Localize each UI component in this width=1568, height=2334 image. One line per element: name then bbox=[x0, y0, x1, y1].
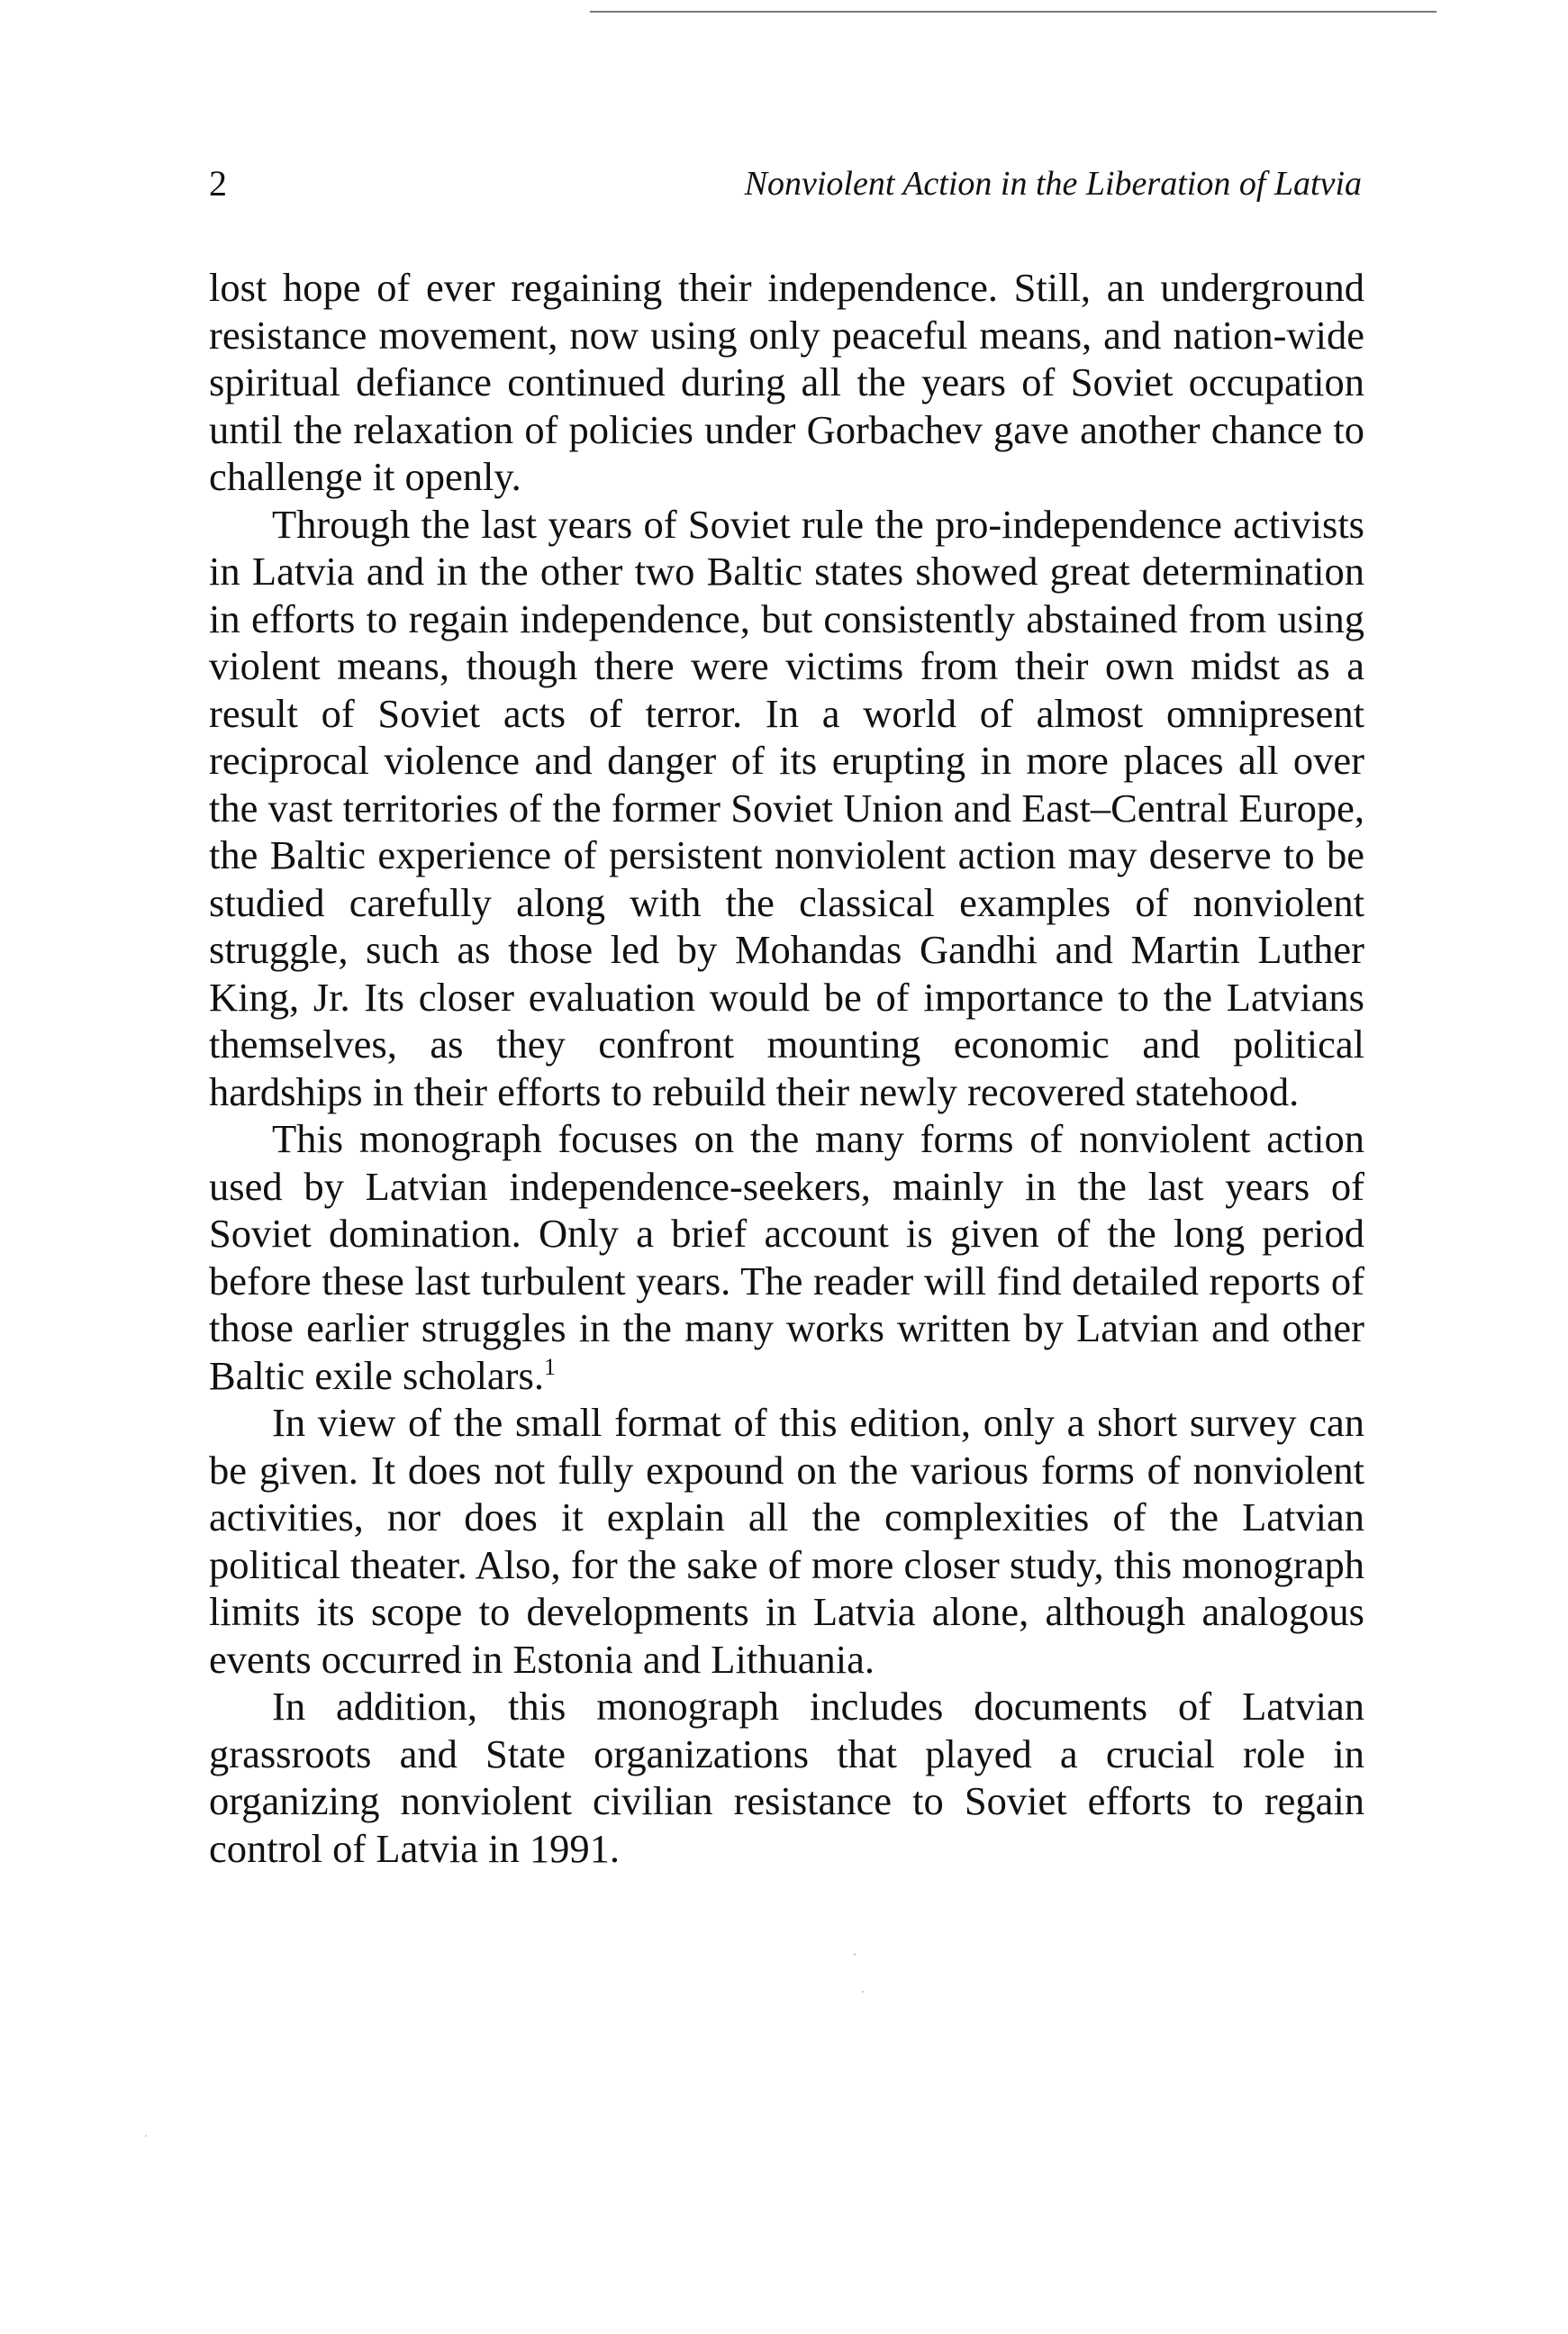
paragraph-2 bbox=[209, 501, 1364, 1116]
paragraph-text: This monograph focuses on the many forms of nonviolent action used by Latvian independence-seekers, mainly in the last years of Soviet domination. Only a brief account is given of the long period before these last turbulent years. The reader will find detailed reports of those earlier struggles in the many works written by Latvian and other Baltic exile scholars. bbox=[209, 1116, 1364, 1398]
running-head bbox=[209, 162, 1362, 216]
paragraph-text: lost hope of ever regaining their independence. Still, an underground resistance movement, now using only peaceful means, and nation-wide spiritual defiance continued during all the years of Soviet occupation until the relaxation of policies under Gorbachev gave another chance to challenge it openly. bbox=[209, 265, 1364, 499]
running-title: Nonviolent Action in the Liberation of Latvia bbox=[744, 165, 1362, 203]
paragraph-3 bbox=[209, 1115, 1364, 1399]
paragraph-1 bbox=[209, 264, 1364, 501]
paragraph-text: In addition, this monograph includes documents of Latvian grassroots and State organizations that played a crucial role in organizing nonviolent civilian resistance to Soviet efforts to regain control of Latvia in 1991. bbox=[209, 1684, 1364, 1871]
paragraph-text: In view of the small format of this edition, only a short survey can be given. It does not fully expound on the various forms of nonviolent activities, nor does it explain all the complexities of the Latvian political theater. Also, for the sake of more closer study, this monograph limits its scope to developments in Latvia alone, although analogous events occurred in Estonia and Lithuania. bbox=[209, 1400, 1364, 1682]
body-text bbox=[209, 264, 1364, 1872]
paragraph-text: Through the last years of Soviet rule the pro-independence activists in Latvia and in the other two Baltic states showed great determination in efforts to regain independence, but consistently abstained from using violent means, though there were victims from their own midst as a result of Soviet acts of terror. In a world of almost omnipresent reciprocal violence and danger of its erupting in more places all over the vast territories of the former Soviet Union and East–Central Europe, the Baltic experience of persistent nonviolent action may deserve to be studied carefully along with the classical examples of nonviolent struggle, such as those led by Mohandas Gandhi and Martin Luther King, Jr. Its closer evaluation would be of importance to the Latvians themselves, as they confront mounting economic and political hardships in their efforts to rebuild their newly recovered statehood. bbox=[209, 501, 1364, 1114]
paragraph-4 bbox=[209, 1399, 1364, 1683]
paragraph-5 bbox=[209, 1683, 1364, 1872]
scan-speck bbox=[145, 2135, 147, 2137]
scan-speck bbox=[862, 1991, 864, 1993]
page-number: 2 bbox=[209, 163, 227, 204]
footnote-marker: 1 bbox=[543, 1353, 556, 1380]
scan-speck bbox=[854, 1953, 856, 1956]
top-rule bbox=[590, 11, 1437, 13]
